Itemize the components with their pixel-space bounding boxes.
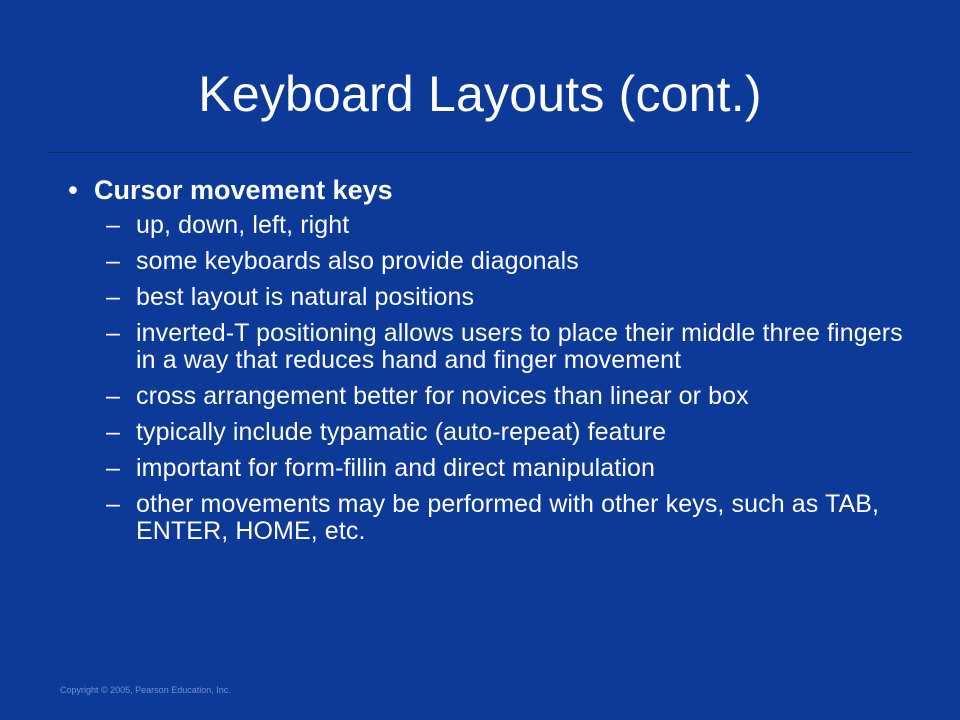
dash-icon: – bbox=[106, 247, 121, 275]
sub-bullet-text: other movements may be performed with other keys, such as TAB, ENTER, HOME, etc. bbox=[136, 490, 880, 545]
dash-icon: – bbox=[106, 283, 121, 311]
sub-bullet-item bbox=[106, 320, 912, 374]
bullet-icon: • bbox=[68, 175, 78, 205]
sub-bullet-text: some keyboards also provide diagonals bbox=[136, 247, 579, 275]
title-divider bbox=[48, 152, 913, 153]
dash-icon: – bbox=[106, 211, 121, 239]
sub-bullet-text: inverted-T positioning allows users to place their middle three fingers in a way that reduces hand and finger movement bbox=[136, 319, 903, 374]
sub-bullet-list bbox=[52, 212, 912, 545]
sub-bullet-text: typically include typamatic (auto-repeat) feature bbox=[136, 418, 667, 446]
dash-icon: – bbox=[106, 490, 121, 518]
sub-bullet-item bbox=[106, 284, 912, 311]
dash-icon: – bbox=[106, 418, 121, 446]
sub-bullet-text: best layout is natural positions bbox=[136, 283, 475, 311]
dash-icon: – bbox=[106, 382, 121, 410]
sub-bullet-text: important for form-fillin and direct manipulation bbox=[136, 454, 656, 482]
sub-bullet-item bbox=[106, 383, 912, 410]
main-bullet-row bbox=[52, 172, 912, 208]
copyright-footer: Copyright © 2005, Pearson Education, Inc. bbox=[60, 685, 231, 695]
sub-bullet-item bbox=[106, 455, 912, 482]
slide-content bbox=[52, 172, 912, 554]
dash-icon: – bbox=[106, 319, 121, 347]
sub-bullet-item bbox=[106, 212, 912, 239]
sub-bullet-item bbox=[106, 419, 912, 446]
sub-bullet-item bbox=[106, 491, 912, 545]
main-bullet-text: Cursor movement keys bbox=[94, 175, 393, 205]
sub-bullet-item bbox=[106, 248, 912, 275]
dash-icon: – bbox=[106, 454, 121, 482]
sub-bullet-text: cross arrangement better for novices than linear or box bbox=[136, 382, 749, 410]
slide-title: Keyboard Layouts (cont.) bbox=[198, 66, 762, 122]
sub-bullet-text: up, down, left, right bbox=[136, 211, 350, 239]
